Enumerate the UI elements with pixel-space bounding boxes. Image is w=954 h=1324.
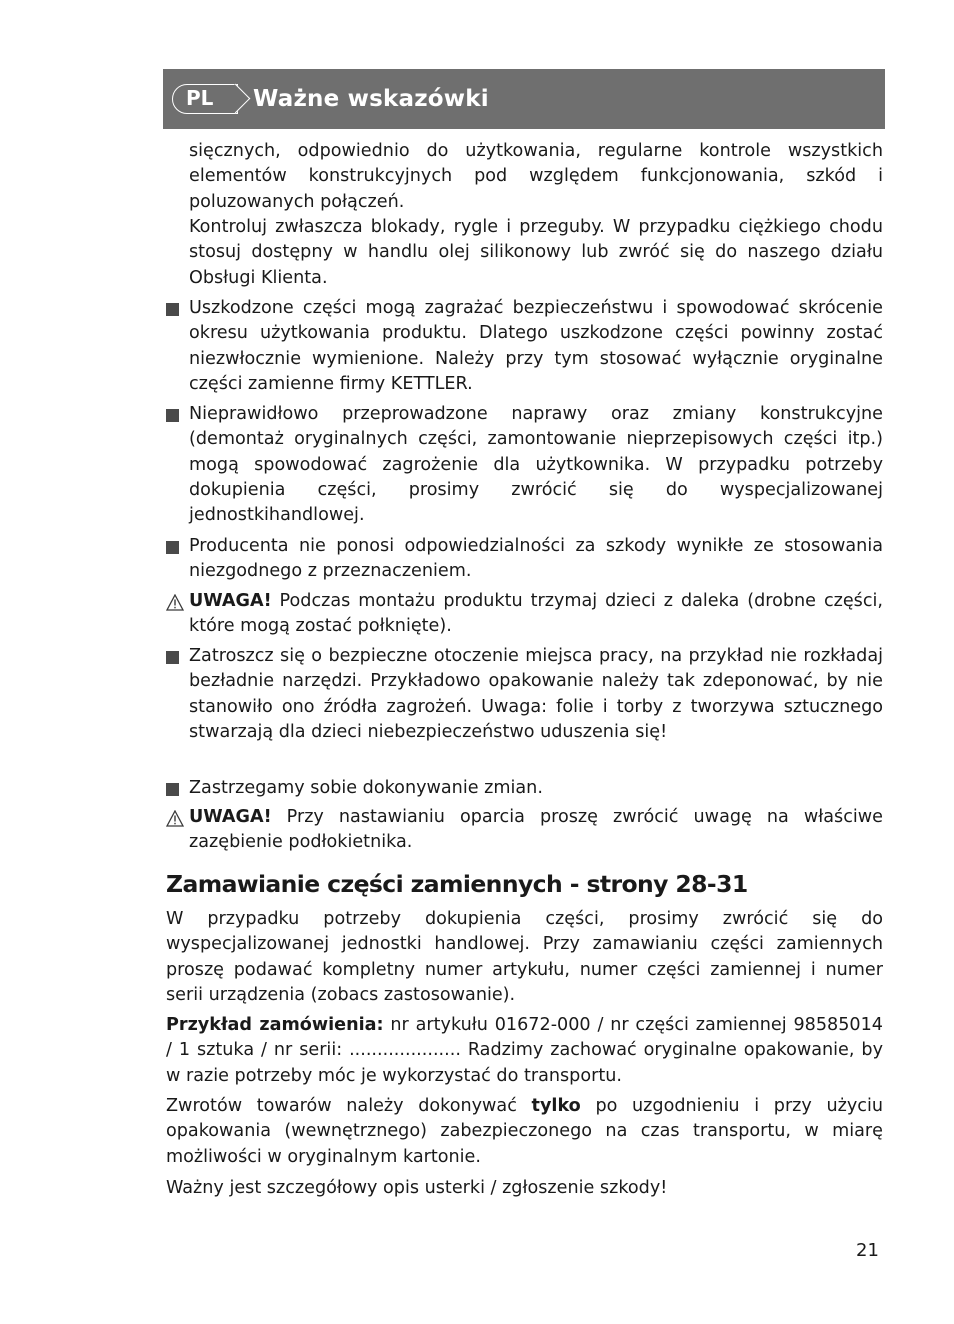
- list-item: [166, 402, 883, 528]
- warning-triangle-icon: [166, 589, 188, 614]
- list-item: [166, 776, 883, 801]
- warning-label: UWAGA!: [189, 591, 272, 611]
- language-badge: PL: [172, 84, 238, 114]
- order-example-text: nr artykułu 01672-000 / nr części zamiennej 98585014 / 1 sztuka / nr serii: .................... Radzimy zachować oryginalne opakowanie, by w razie potrzeby móc je wykorzystać do transportu.: [166, 1015, 883, 1086]
- warning-text: [189, 589, 883, 640]
- list-item-text: Zastrzegamy sobie dokonywanie zmian.: [189, 778, 543, 798]
- header-title: Ważne wskazówki: [253, 86, 489, 112]
- warning-item: [166, 589, 883, 640]
- intro-paragraph-2: Kontroluj zwłaszcza blokady, rygle i przeguby. W przypadku ciężkiego chodu stosuj dostępny w handlu olej silikonowy lub zwróć się do naszego działu Obsługi Klienta.: [189, 217, 883, 288]
- section-title: Zamawianie części zamiennych - strony 28-31: [166, 870, 748, 898]
- list-item-text: Zatroszcz się o bezpieczne otoczenie miejsca pracy, na przykład nie rozkładaj bezładnie narzędzi. Przykładowo opakowanie należy tak zdeponować, by nie stanowiło ono źródła zagrożeń. Uwaga: folie i torby z tworzywa sztucznego stwarzają dla dzieci niebezpieczeństwo uduszenia się!: [189, 646, 883, 742]
- warning-body: Przy nastawianiu oparcia proszę zwrócić uwagę na właściwe zazębienie podłokietnika.: [189, 807, 883, 853]
- list-item: [166, 644, 883, 745]
- list-item-text: Nieprawidłowo przeprowadzone naprawy oraz zmiany konstrukcyjne (demontaż oryginalnych części, zamontowanie nieprzepisowych części itp.) mogą spowodować zagrożenie dla użytkownika. W przypadku potrzeby dokupienia części, prosimy zwrócić się do wyspecjalizowanej jednostkihandlowej.: [189, 404, 883, 526]
- square-bullet-icon: [166, 644, 188, 669]
- paragraph: W przypadku potrzeby dokupienia części, prosimy zwrócić się do wyspecjalizowanej jednostki handlowej. Przy zamawianiu części zamiennych proszę podawać kompletny numer artykułu, numer części zamiennej i numer serii urządzenia (zobacs zastosowanie).: [166, 909, 883, 1005]
- order-example-label: Przykład zamówienia:: [166, 1015, 384, 1035]
- list-item-text: Uszkodzone części mogą zagrażać bezpieczeństwu i spowodować skrócenie okresu użytkowania produktu. Dlatego uszkodzone części powinny zostać niezwłocznie wymienione. Należy przy tym stosować wyłącznie oryginalne części zamienne firmy KETTLER.: [189, 298, 883, 394]
- order-example-paragraph: [166, 1013, 883, 1089]
- square-bullet-icon: [166, 296, 188, 321]
- warning-text: [189, 805, 883, 856]
- square-bullet-icon: [166, 534, 188, 559]
- returns-text-after: po uzgodnieniu i przy użyciu opakowania (wewnętrznego) zabezpieczonego na czas transportu, w miarę możliwości w oryginalnym kartonie.: [166, 1096, 883, 1167]
- list-item: [166, 534, 883, 585]
- square-bullet-icon: [166, 402, 188, 427]
- warning-label: UWAGA!: [189, 807, 272, 827]
- returns-text-before: Zwrotów towarów należy dokonywać: [166, 1096, 532, 1116]
- warning-item: [166, 805, 883, 856]
- list-item: [166, 296, 883, 397]
- list-item-text: Producenta nie ponosi odpowiedzialności za szkody wynikłe ze stosowania niezgodnego z przeznaczeniem.: [189, 536, 883, 582]
- square-bullet-icon: [166, 776, 188, 801]
- returns-paragraph: [166, 1094, 883, 1170]
- returns-text-bold: tylko: [531, 1096, 581, 1116]
- section-header: [163, 69, 885, 129]
- intro-paragraph-1: sięcznych, odpowiednio do użytkowania, regularne kontrole wszystkich elementów konstrukcyjnych pod względem funkcjonowania, szkód i poluzowanych połączeń.: [189, 141, 883, 212]
- paragraph: Ważny jest szczegółowy opis usterki / zgłoszenie szkody!: [166, 1178, 668, 1198]
- warning-triangle-icon: [166, 805, 188, 830]
- page-number: 21: [856, 1240, 879, 1261]
- warning-body: Podczas montażu produktu trzymaj dzieci z daleka (drobne części, które mogą zostać połknięte).: [189, 591, 883, 637]
